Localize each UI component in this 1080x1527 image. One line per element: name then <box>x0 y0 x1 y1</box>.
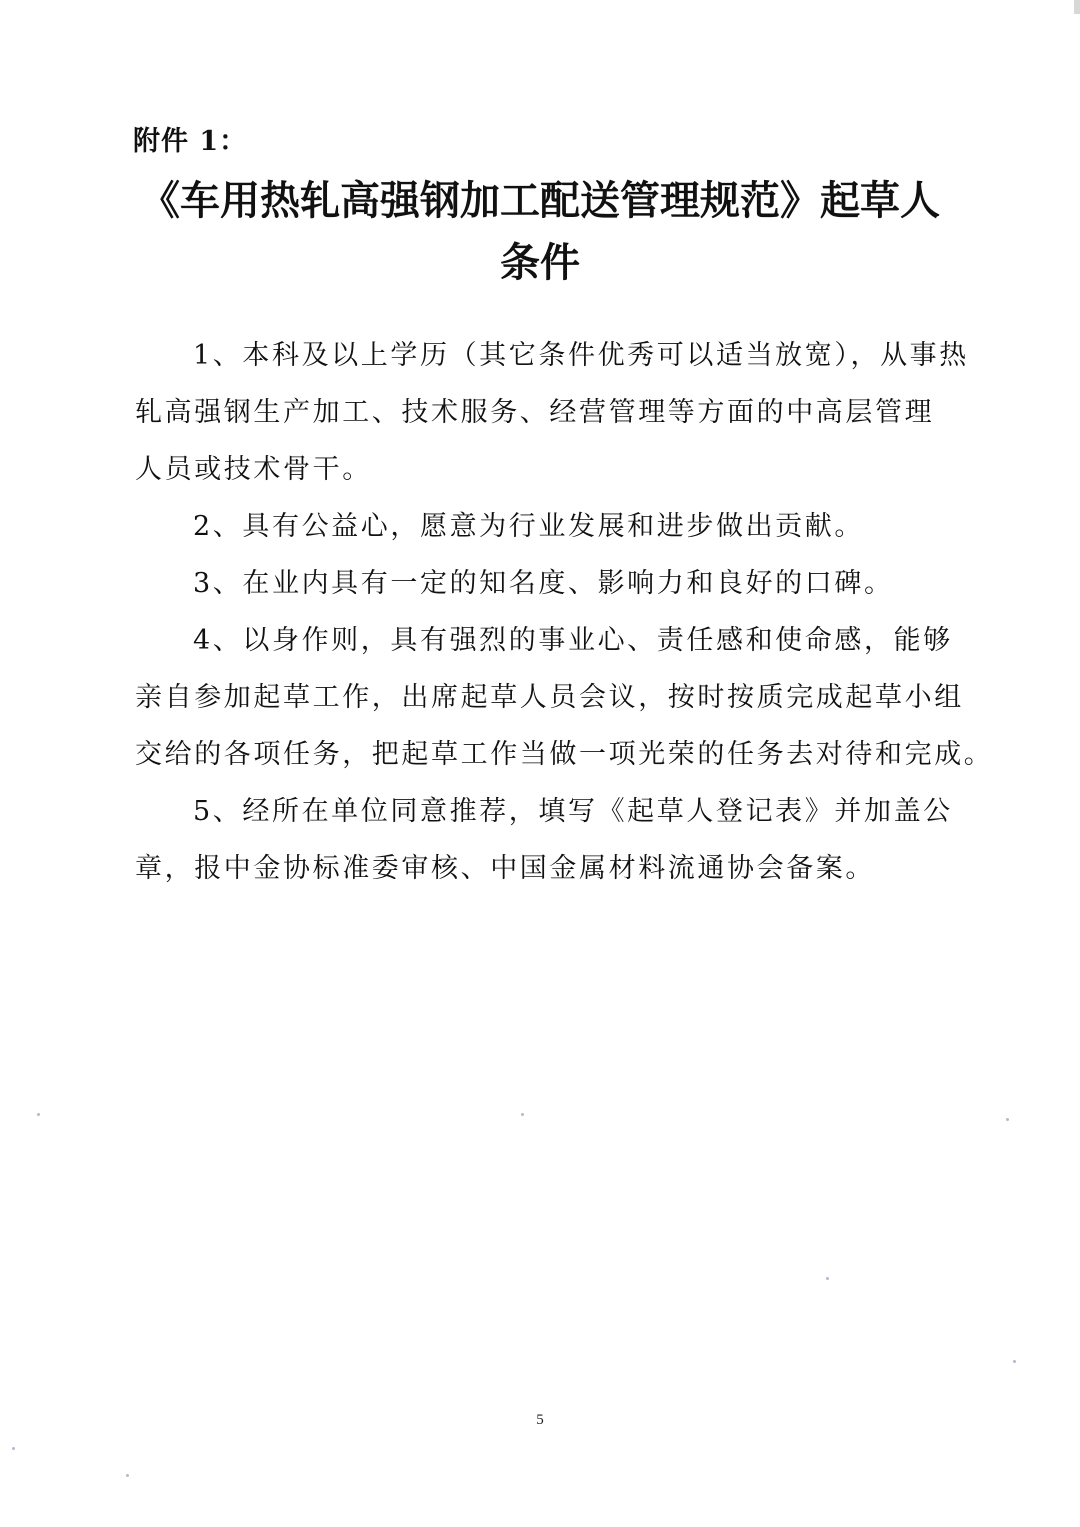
paragraph-line: 交给的各项任务，把起草工作当做一项光荣的任务去对待和完成。 <box>135 739 994 770</box>
scan-speck <box>37 1113 40 1116</box>
document-title <box>120 170 960 294</box>
condition-paragraph-5 <box>135 783 953 897</box>
document-title-line: 条件 <box>500 239 580 286</box>
paragraph-line: 4、以身作则，具有强烈的事业心、责任感和使命感，能够 <box>193 625 953 656</box>
paragraph-line: 5、经所在单位同意推荐，填写《起草人登记表》并加盖公 <box>193 796 953 827</box>
scan-speck <box>1006 1118 1009 1121</box>
page-number: 5 <box>536 1412 544 1428</box>
paragraph-line: 1、本科及以上学历（其它条件优秀可以适当放宽），从事热 <box>193 340 969 371</box>
condition-paragraph-4 <box>135 612 994 783</box>
paragraph-line: 人员或技术骨干。 <box>135 454 372 485</box>
condition-paragraph-2 <box>135 498 947 555</box>
document-body <box>135 327 994 897</box>
condition-paragraph-1 <box>135 327 969 498</box>
paragraph-line: 轧高强钢生产加工、技术服务、经营管理等方面的中高层管理 <box>135 397 935 428</box>
scan-speck <box>521 1113 524 1116</box>
scan-speck <box>126 1474 129 1477</box>
paragraph-line: 2、具有公益心，愿意为行业发展和进步做出贡献。 <box>193 511 864 542</box>
document-title-line: 《车用热轧高强钢加工配送管理规范》起草人 <box>140 177 940 224</box>
paragraph-line: 章，报中金协标准委审核、中国金属材料流通协会备案。 <box>135 853 875 884</box>
paragraph-line: 3、在业内具有一定的知名度、影响力和良好的口碑。 <box>193 568 894 599</box>
scan-edge-mark <box>1074 0 1080 14</box>
scan-speck <box>1013 1360 1016 1363</box>
attachment-label: 附件 1： <box>133 126 248 157</box>
scan-speck <box>12 1447 15 1450</box>
paragraph-line: 亲自参加起草工作，出席起草人员会议，按时按质完成起草小组 <box>135 682 964 713</box>
scan-speck <box>826 1277 829 1280</box>
condition-paragraph-3 <box>135 555 947 612</box>
